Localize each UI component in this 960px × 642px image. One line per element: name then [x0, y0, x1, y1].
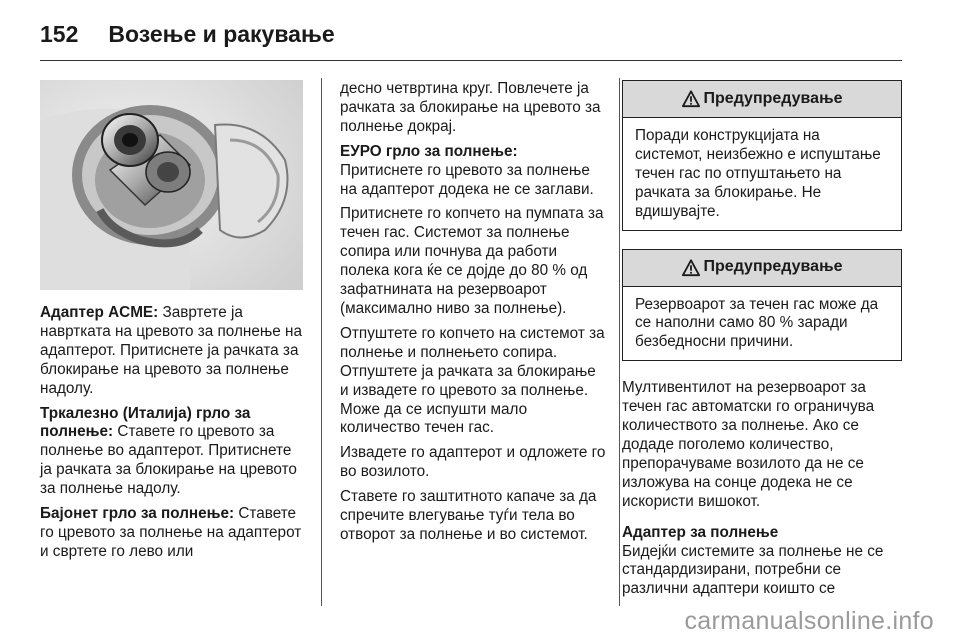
warning-triangle-icon	[682, 259, 700, 277]
term-euro: ЕУРО грло за полнење:	[340, 142, 518, 160]
page-header	[40, 14, 335, 54]
text-euro: Притиснете го цревото за полнење на адаптерот додека не се заглави.	[340, 161, 594, 198]
watermark: carmanualsonline.info	[684, 607, 934, 635]
paragraph-press-button: Притиснете го копчето на пумпата за течен гас. Системот за полнење сопира или почнува да работи полека кога ќе се дојде до 80 % од зафатнината на резервоарот (максимално ниво за полнење).	[340, 205, 604, 317]
paragraph-quarter-turn: десно четвртина круг. Повлечете ја рачката за блокирање на цревото за полнење докрај.	[340, 80, 601, 135]
warning-title-1: Предупредување	[703, 89, 843, 107]
term-bayonet: Бајонет грло за полнење:	[40, 505, 235, 523]
left-column	[40, 80, 306, 568]
paragraph-adapter	[622, 524, 902, 600]
paragraph-euro	[340, 143, 606, 200]
term-adapter: Адаптер за полнење	[622, 523, 779, 541]
paragraph-multivalve: Мултивентилот на резервоарот за течен гас автоматски го ограничува количеството за полнење. Ако се додаде поголемо количество, препорачуваме возилото да не се изложува на сонце додека не се искористи вишокот.	[622, 379, 875, 510]
term-acme: Адаптер ACME:	[40, 304, 159, 321]
warning-header-1	[623, 81, 901, 118]
warning-box-1	[622, 80, 902, 231]
text-acme: Завртете ја навртката на цревото за полнење на адаптерот. Притиснете ја рачката за блокирање на цревото за полнење надолу.	[40, 304, 302, 397]
paragraph-italy	[40, 405, 306, 500]
paragraph-bayonet	[40, 505, 306, 562]
fuel-adapter-image	[40, 80, 303, 290]
warning-title-2: Предупредување	[703, 258, 843, 276]
section-title: Возење и ракување	[108, 20, 335, 47]
warning-text-2: Резервоарот за течен гас може да се наполни само 80 % заради безбедносни причини.	[635, 295, 879, 351]
warning-box-2	[622, 249, 902, 362]
middle-column	[340, 80, 606, 551]
header-rule	[40, 60, 902, 61]
right-column	[622, 80, 902, 605]
fuel-adapter-illustration	[40, 80, 303, 290]
text-adapter: Бидејќи системите за полнење не се стандардизирани, потребни се различни адаптери коишто се	[622, 542, 884, 598]
column-divider-2	[619, 78, 620, 606]
warning-header-2	[623, 250, 901, 287]
warning-text-1: Поради конструкцијата на системот, неизбежно е испуштање течен гас по отпуштањето на рачката за блокирање. Не вдишувајте.	[635, 127, 881, 220]
text-bayonet: Ставете го цревото за полнење на адаптерот и свртете го лево или	[40, 505, 302, 560]
column-divider-1	[321, 78, 322, 606]
paragraph-release-button: Отпуштете го копчето на системот за полнење и полнењето сопира. Отпуштете ја рачката за блокирање и извадете го цревото за полнење. Може да се испушти мало количество течен гас.	[340, 324, 605, 437]
term-italy: Тркалезно (Италија) грло за полнење:	[40, 404, 251, 441]
paragraph-acme	[40, 304, 306, 399]
paragraph-protective-cap: Ставете го заштитното капаче за да спречите влегување туѓи тела во отворот за полнење и во системот.	[340, 488, 597, 543]
text-italy: Ставете го цревото за полнење во адаптерот. Притиснете ја рачката за блокирање на цревото за полнење надолу.	[40, 423, 297, 498]
paragraph-remove-adapter: Извадете го адаптерот и одложете го во возилото.	[340, 444, 606, 481]
page-number: 152	[40, 20, 79, 47]
warning-triangle-icon	[682, 90, 700, 108]
